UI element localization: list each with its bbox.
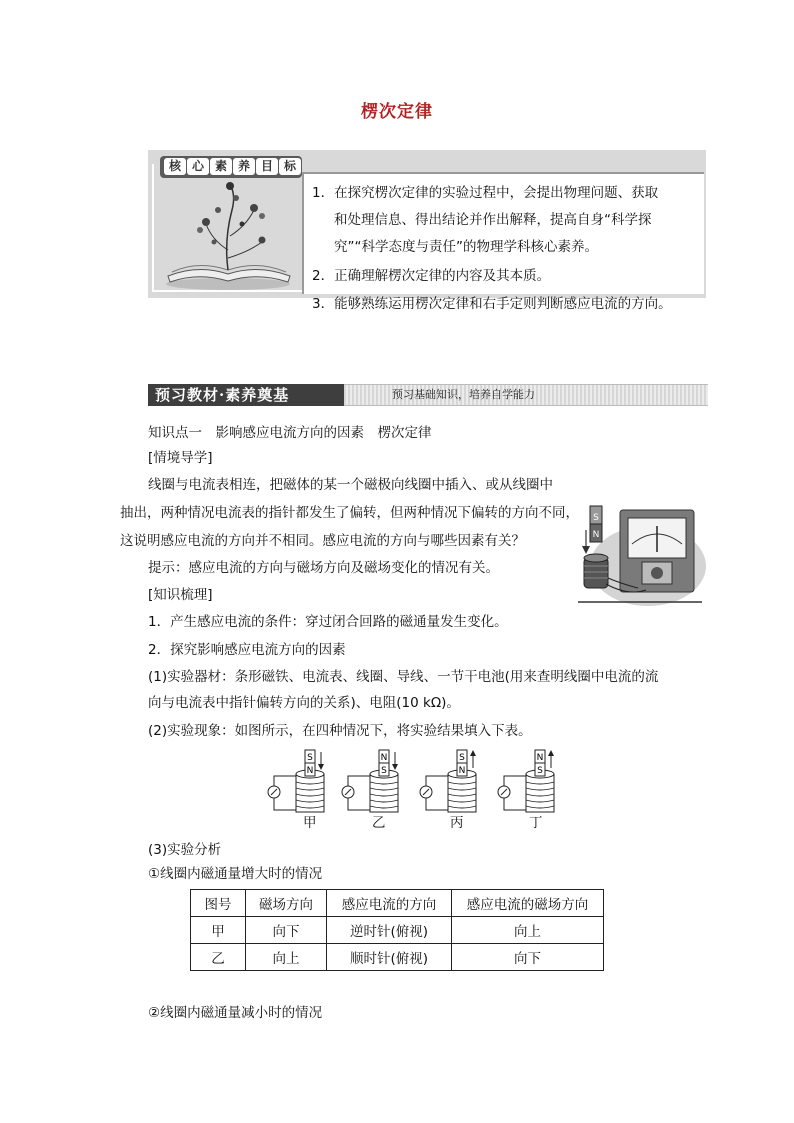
table-header: 图号 xyxy=(191,890,246,917)
coil xyxy=(526,774,554,812)
situation-label: [情境导学] xyxy=(148,450,213,466)
table-cell: 乙 xyxy=(191,944,246,971)
figure-label-jia: 甲 xyxy=(303,815,317,831)
table-header: 感应电流的方向 xyxy=(327,890,452,917)
table-cell: 向下 xyxy=(246,917,327,944)
wire xyxy=(504,798,526,810)
motion-arrow-down-icon xyxy=(392,764,398,770)
goal-item-3: 3．能够熟练运用楞次定律和右手定则判断感应电流的方向。 xyxy=(312,296,672,312)
book-flower-illustration xyxy=(158,180,300,292)
magnet-pole-bottom: N xyxy=(306,766,314,776)
figure-label-yi: 乙 xyxy=(372,815,386,831)
wire xyxy=(504,776,526,786)
goal-item-1-line-1: 1．在探究楞次定律的实验过程中，会提出物理问题、获取 xyxy=(312,185,659,201)
table-row xyxy=(191,917,604,944)
wire xyxy=(426,798,448,810)
goal-item-2: 2．正确理解楞次定律的内容及其本质。 xyxy=(312,268,551,284)
situation-text-line-3: 这说明感应电流的方向并不相同。感应电流的方向与哪些因素有关？ xyxy=(120,533,525,549)
table-header-row xyxy=(191,890,604,917)
table-cell: 顺时针(俯视) xyxy=(327,944,452,971)
table-row xyxy=(191,944,604,971)
table-cell: 向下 xyxy=(452,944,604,971)
knowledge-label: [知识梳理] xyxy=(148,587,213,603)
table-cell: 向上 xyxy=(452,917,604,944)
equipment-line-1: (1)实验器材：条形磁铁、电流表、线圈、导线、一节干电池(用来查明线圈中电流的流 xyxy=(148,669,659,685)
goals-tag-char: 养 xyxy=(233,158,255,175)
situation-text-line-2: 抽出，两种情况电流表的指针都发生了偏转，但两种情况下偏转的方向不同， xyxy=(120,505,579,521)
goals-tag-char: 目 xyxy=(256,158,278,175)
goals-tag xyxy=(160,156,302,178)
wire xyxy=(426,776,448,786)
svg-text:N: N xyxy=(592,530,600,540)
motion-arrow-down-icon xyxy=(318,764,324,770)
wire xyxy=(274,776,296,786)
goals-tag-char: 核 xyxy=(164,158,186,175)
magnet-pole-bottom: S xyxy=(381,766,387,776)
magnet-pole-top: N xyxy=(536,753,544,763)
magnet-pole-bottom: N xyxy=(458,766,466,776)
goals-tag-char: 标 xyxy=(279,158,301,175)
analysis-label: (3)实验分析 xyxy=(148,842,222,858)
coil xyxy=(448,774,476,812)
table-cell: 向上 xyxy=(246,944,327,971)
table-cell: 逆时针(俯视) xyxy=(327,917,452,944)
table-header: 磁场方向 xyxy=(246,890,327,917)
section-banner-title: 预习教材·素养奠基 xyxy=(155,386,290,404)
table-header: 感应电流的磁场方向 xyxy=(452,890,604,917)
results-table xyxy=(190,889,604,971)
motion-arrow-up-icon xyxy=(470,750,476,756)
magnet-pole-top: S xyxy=(459,753,465,763)
figure-label-ding: 丁 xyxy=(529,815,543,831)
equipment-line-2: 向与电流表中指针偏转方向的关系)、电阻(10 kΩ)。 xyxy=(148,695,460,711)
magnet-pole-top: S xyxy=(307,753,313,763)
coil xyxy=(296,774,324,812)
case-increase-label: ①线圈内磁通量增大时的情况 xyxy=(148,866,323,882)
point-2: 2．探究影响感应电流方向的因素 xyxy=(148,642,346,658)
case-decrease-label: ②线圈内磁通量减小时的情况 xyxy=(148,1005,323,1021)
page-title: 楞次定律 xyxy=(361,102,433,122)
magnet-pole-top: N xyxy=(380,753,388,763)
situation-text-line-1: 线圈与电流表相连，把磁体的某一个磁极向线圈中插入、或从线圈中 xyxy=(148,477,553,493)
goal-item-1-line-3: 究”“科学态度与责任”的物理学科核心素养。 xyxy=(334,239,598,255)
wire xyxy=(348,776,370,786)
figure-label-bing: 丙 xyxy=(450,815,464,831)
magnet-pole-bottom: S xyxy=(537,766,543,776)
goals-tag-char: 心 xyxy=(187,158,209,175)
knowledge-point-heading: 知识点一 影响感应电流方向的因素 楞次定律 xyxy=(148,425,432,441)
svg-text:S: S xyxy=(593,513,599,523)
goal-item-1-line-2: 和处理信息、得出结论并作出解释，提高自身“科学探 xyxy=(334,212,652,228)
galvanometer-experiment-illustration xyxy=(576,500,706,606)
goals-tag-char: 素 xyxy=(210,158,232,175)
point-1: 1．产生感应电流的条件：穿过闭合回路的磁通量发生变化。 xyxy=(148,614,508,630)
section-banner xyxy=(148,384,344,406)
wire xyxy=(348,798,370,810)
table-cell: 甲 xyxy=(191,917,246,944)
phenomenon-text: (2)实验现象：如图所示，在四种情况下，将实验结果填入下表。 xyxy=(148,723,532,739)
hint-text: 提示：感应电流的方向与磁场方向及磁场变化的情况有关。 xyxy=(148,560,499,576)
motion-arrow-up-icon xyxy=(548,750,554,756)
coil xyxy=(370,774,398,812)
wire xyxy=(274,798,296,810)
section-banner-subtitle: 预习基础知识，培养自学能力 xyxy=(392,388,535,401)
